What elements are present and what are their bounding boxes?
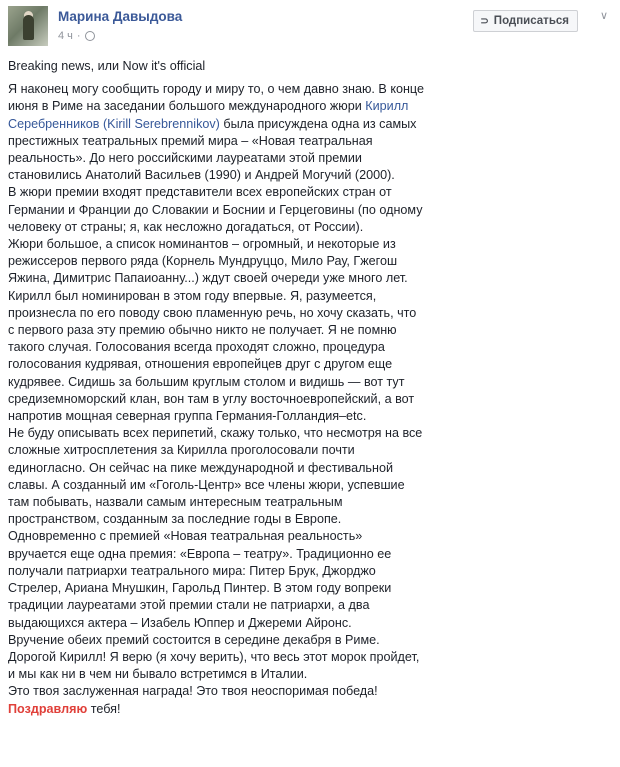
text-span: получали патриархи театрального мира: Питер Брук, Джорджо	[8, 563, 376, 578]
avatar[interactable]	[8, 6, 48, 46]
text-span: традиции лауреатами этой премии стали не патриархи, а два	[8, 598, 370, 613]
subscribe-label: Подписаться	[493, 15, 569, 27]
post-text-line	[8, 288, 614, 305]
profile-link[interactable]: Кирилл	[365, 99, 409, 114]
highlighted-word: Поздравляю	[8, 701, 88, 716]
post-text-line	[8, 150, 614, 167]
post-text-line	[8, 580, 614, 597]
text-span: тебя!	[87, 701, 121, 716]
text-span: режиссеров первого ряда (Корнель Мундруццо, Мило Рау, Гжегош	[8, 254, 398, 269]
post-text-line	[8, 701, 614, 718]
post-lines	[8, 81, 614, 718]
post-text-line	[8, 391, 614, 408]
chevron-down-icon[interactable]: ∨	[599, 10, 608, 22]
text-span: вручается еще одна премия: «Европа – театру». Традиционно ее	[8, 546, 392, 561]
post-title: Breaking news, или Now it's official	[8, 59, 206, 73]
post-text-line	[8, 477, 614, 494]
post-text-line	[8, 649, 614, 666]
text-span: Кирилл был номинирован в этом году впервые. Я, разумеется,	[8, 288, 377, 303]
text-span: Стрелер, Ариана Мнушкин, Гарольд Пинтер. В этом году вопреки	[8, 581, 392, 596]
post-text-line	[8, 460, 614, 477]
text-span: июня в Риме на заседании большого международного жюри	[8, 99, 366, 114]
post-text-line	[8, 219, 614, 236]
post-text-line	[8, 270, 614, 287]
text-span: выдающихся актера – Изабель Юппер и Джереми Айронс.	[8, 615, 352, 630]
profile-link[interactable]: Серебренников (Kirill Serebrennikov)	[8, 116, 220, 131]
post-text-line	[8, 356, 614, 373]
post-text-line	[8, 546, 614, 563]
post-header	[8, 6, 612, 48]
post-text-line	[8, 425, 614, 442]
text-span: Германии и Франции до Словакии и Боснии и Герцеговины (по одному	[8, 202, 423, 217]
post-text-line	[8, 339, 614, 356]
text-span: сложные хитросплетения за Кирилла проголосовали почти	[8, 443, 355, 458]
text-span: Это твоя заслуженная награда! Это твоя неоспоримая победа!	[8, 684, 378, 699]
text-span: Яжина, Димитрис Папаиоанну...) ждут своей очереди уже много лет.	[8, 271, 408, 286]
meta-separator: ·	[76, 30, 81, 42]
subscribe-button[interactable]	[473, 10, 578, 32]
post-text-line	[8, 597, 614, 614]
post-text-line	[8, 494, 614, 511]
post-meta	[58, 30, 95, 42]
post-text-line	[8, 116, 614, 133]
text-span: реальность». До него российскими лауреатами этой премии	[8, 151, 362, 166]
post-text-line	[8, 683, 614, 700]
post-text-line	[8, 615, 614, 632]
text-span: пространством, созданным за последние годы в Европе.	[8, 512, 342, 527]
post-text-line	[8, 442, 614, 459]
text-span: единогласно. Он сейчас на пике международной и фестивальной	[8, 460, 393, 475]
post-text-line	[8, 81, 614, 98]
text-span: и мы как ни в чем ни бывало встретимся в Италии.	[8, 667, 308, 682]
text-span: Одновременно с премией «Новая театральная реальность»	[8, 529, 363, 544]
text-span: престижных театральных премий мира – «Новая театральная	[8, 133, 373, 148]
post-body	[8, 58, 614, 718]
text-span: с первого раза эту премию обычно никто не получает. Я не помню	[8, 323, 397, 338]
text-span: там побывать, назвали самым интересным театральным	[8, 495, 343, 510]
post-text-line	[8, 167, 614, 184]
text-span: Не буду описывать всех перипетий, скажу только, что несмотря на все	[8, 426, 423, 441]
post-text-line	[8, 236, 614, 253]
text-span: человеку от страны; я, как несложно догадаться, от России).	[8, 219, 364, 234]
text-span: была присуждена одна из самых	[219, 116, 417, 131]
text-span: становились Анатолий Васильев (1990) и Андрей Могучий (2000).	[8, 168, 395, 183]
author-name[interactable]: Марина Давыдова	[58, 9, 183, 24]
post-text-line	[8, 202, 614, 219]
post-text-line	[8, 666, 614, 683]
post-text-line	[8, 98, 614, 115]
text-span: Я наконец могу сообщить городу и миру то, о чем давно знаю. В конце	[8, 82, 425, 97]
text-span: такого случая. Голосования всегда проходят сложно, процедура	[8, 340, 385, 355]
text-span: Вручение обеих премий состоится в середине декабря в Риме.	[8, 632, 380, 647]
post-text-line	[8, 511, 614, 528]
post-text-line	[8, 528, 614, 545]
post-text-line	[8, 253, 614, 270]
post-text-line	[8, 632, 614, 649]
post-text-line	[8, 133, 614, 150]
text-span: кудрявее. Сидишь за большим круглым столом и видишь — вот тут	[8, 374, 405, 389]
text-span: напротив мощная северная группа Германия-Голландия–etc.	[8, 409, 367, 424]
text-span: славы. А созданный им «Гоголь-Центр» все члены жюри, успевшие	[8, 477, 405, 492]
rss-icon: ⊃	[480, 15, 489, 27]
post-text-line	[8, 374, 614, 391]
avatar-figure	[23, 15, 34, 40]
post-text-line	[8, 184, 614, 201]
globe-icon	[85, 31, 95, 41]
post-text-line	[8, 408, 614, 425]
text-span: средиземноморский клан, вон там в углу восточноевропейский, а вот	[8, 391, 415, 406]
post-text-line	[8, 322, 614, 339]
text-span: голосования кудрявая, отношения европейцев друг с другом еще	[8, 357, 393, 372]
text-span: Жюри большое, а список номинантов – огромный, и некоторые из	[8, 237, 396, 252]
text-span: Дорогой Кирилл! Я верю (я хочу верить), что весь этот морок пройдет,	[8, 649, 420, 664]
post-text-line	[8, 305, 614, 322]
text-span: произнесла по его поводу свою пламенную речь, но хочу сказать, что	[8, 305, 417, 320]
post-text-line	[8, 563, 614, 580]
text-span: В жюри премии входят представители всех европейских стран от	[8, 185, 392, 200]
post-time[interactable]: 4 ч	[58, 30, 73, 42]
